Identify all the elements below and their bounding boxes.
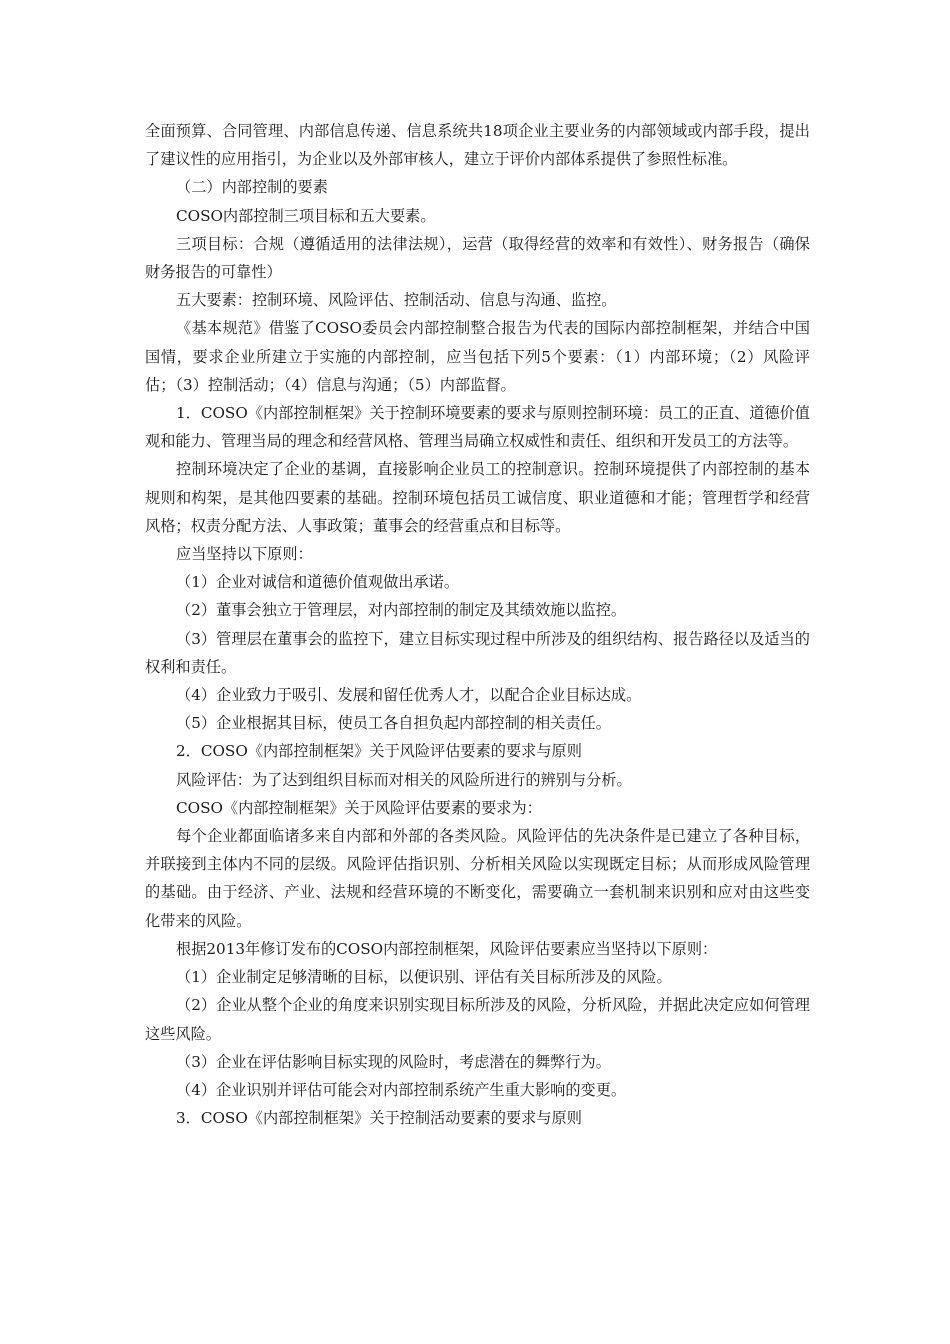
paragraph: （2）董事会独立于管理层，对内部控制的制定及其绩效施以监控。 — [176, 601, 627, 620]
paragraph: （1）企业对诚信和道德价值观做出承诺。 — [176, 573, 460, 592]
paragraph: COSO《内部控制框架》关于风险评估要素的要求为： — [176, 798, 542, 817]
paragraph: 2．COSO《内部控制框架》关于风险评估要素的要求与原则 — [176, 742, 582, 761]
paragraph: 3．COSO《内部控制框架》关于控制活动要素的要求与原则 — [176, 1109, 582, 1128]
paragraph: （3）管理层在董事会的监控下，建立目标实现过程中所涉及的组织结构、报告路径以及适当的权利和责任。 — [145, 629, 810, 676]
paragraph: 风险评估：为了达到组织目标而对相关的风险所进行的辨别与分析。 — [176, 770, 632, 789]
paragraph: （4）企业致力于吸引、发展和留任优秀人才，以配合企业目标达成。 — [176, 686, 642, 705]
paragraph: （4）企业识别并评估可能会对内部控制系统产生重大影响的变更。 — [176, 1080, 627, 1099]
paragraph: 五大要素：控制环境、风险评估、控制活动、信息与沟通、监控。 — [176, 291, 617, 310]
paragraph: 1．COSO《内部控制框架》关于控制环境要素的要求与原则控制环境：员工的正直、道德价值观和能力、管理当局的理念和经营风格、管理当局确立权威性和责任、组织和开发员工的方法等。 — [145, 404, 810, 451]
paragraph: （3）企业在评估影响目标实现的风险时，考虑潜在的舞弊行为。 — [176, 1052, 611, 1071]
document-body — [145, 117, 810, 1132]
paragraph: 三项目标：合规（遵循适用的法律法规），运营（取得经营的效率和有效性）、财务报告（确保财务报告的可靠性） — [145, 234, 810, 282]
paragraph: COSO内部控制三项目标和五大要素。 — [176, 206, 436, 225]
paragraph: 控制环境决定了企业的基调，直接影响企业员工的控制意识。控制环境提供了内部控制的基本规则和构架，是其他四要素的基础。控制环境包括员工诚信度、职业道德和才能；管理哲学和经营风格；权责分配方法、人事政策；董事会的经营重点和目标等。 — [145, 460, 810, 535]
paragraph: 根据2013年修订发布的COSO内部控制框架，风险评估要素应当坚持以下原则： — [176, 939, 718, 958]
paragraph: 应当坚持以下原则： — [176, 545, 313, 564]
paragraph: （2）企业从整个企业的角度来识别实现目标所涉及的风险，分析风险，并据此决定应如何管理这些风险。 — [145, 996, 810, 1043]
paragraph: （1）企业制定足够清晰的目标，以便识别、评估有关目标所涉及的风险。 — [176, 968, 672, 987]
paragraph: 每个企业都面临诸多来自内部和外部的各类风险。风险评估的先决条件是已建立了各种目标，并联接到主体内不同的层级。风险评估指识别、分析相关风险以实现既定目标；从而形成风险管理的基础。由于经济、产业、法规和经营环境的不断变化，需要确立一套机制来识别和应对由这些变化带来的风险。 — [145, 827, 810, 930]
paragraph: （二）内部控制的要素 — [176, 178, 328, 197]
paragraph: 《基本规范》借鉴了COSO委员会内部控制整合报告为代表的国际内部控制框架，并结合中国国情，要求企业所建立于实施的内部控制，应当包括下列5个要素：（1）内部环境；（2）风险评估；（3）控制活动；（4）信息与沟通；（5）内部监督。 — [145, 319, 810, 394]
paragraph: 全面预算、合同管理、内部信息传递、信息系统共18项企业主要业务的内部领域或内部手段，提出了建议性的应用指引，为企业以及外部审核人，建立于评价内部体系提供了参照性标准。 — [145, 122, 810, 169]
paragraph: （5）企业根据其目标，使员工各自担负起内部控制的相关责任。 — [176, 714, 611, 733]
